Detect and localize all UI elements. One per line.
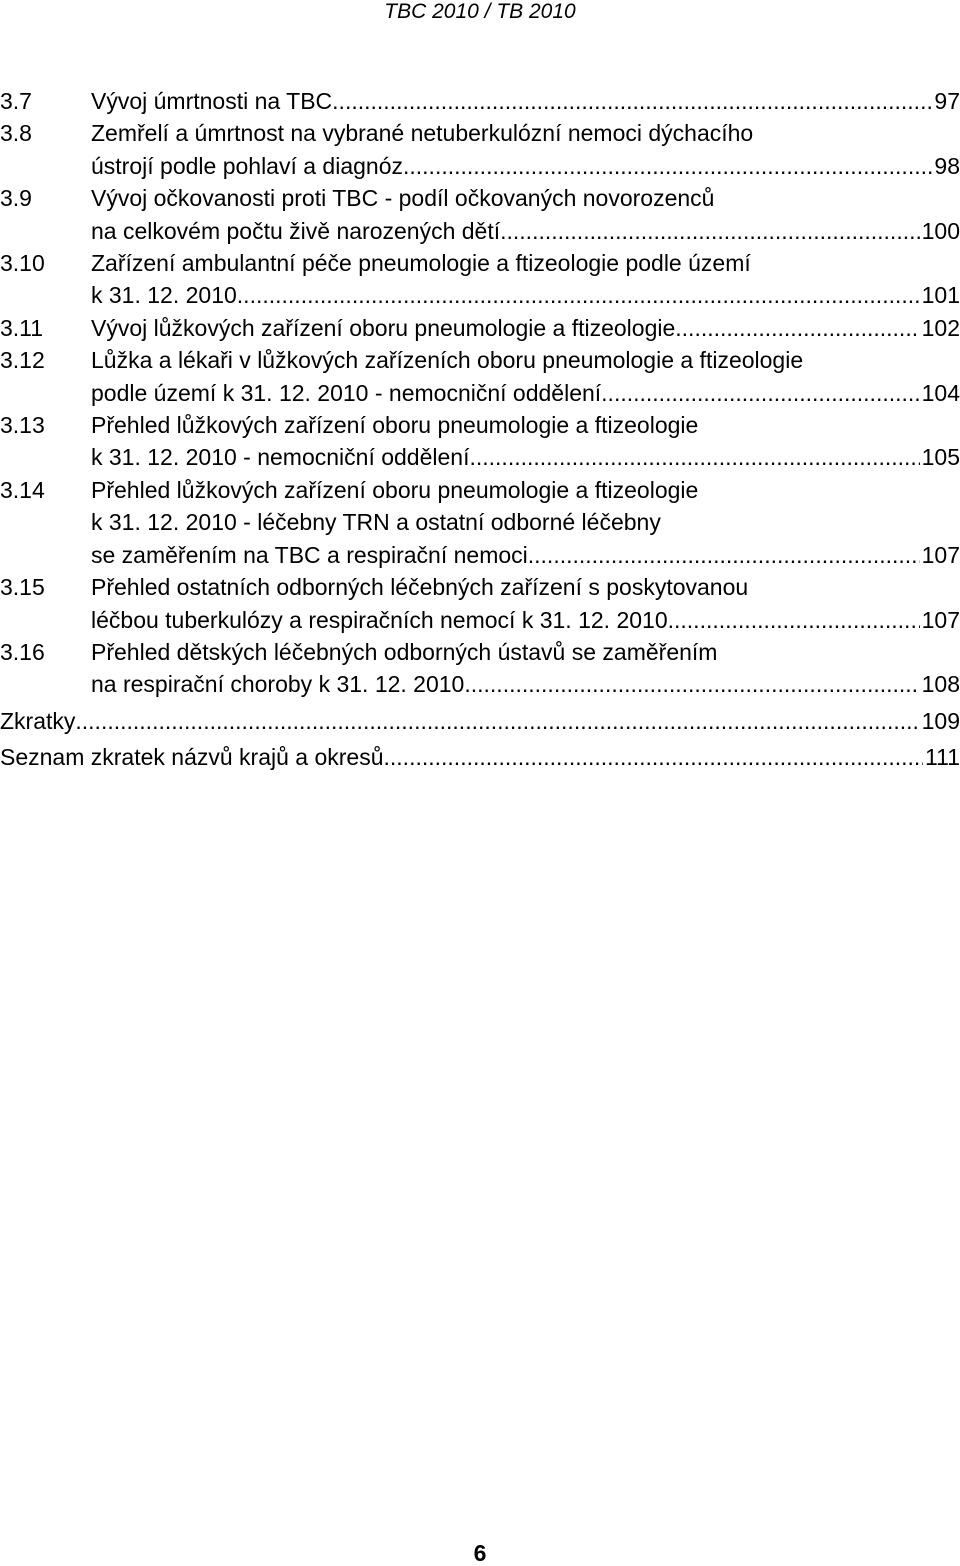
running-header: TBC 2010 / TB 2010 xyxy=(384,0,576,23)
toc-entry-leader-line xyxy=(91,312,960,344)
dot-leader xyxy=(601,377,919,409)
toc-entry-number: 3.15 xyxy=(0,574,45,601)
toc-entry[interactable] xyxy=(0,739,960,776)
toc-entry[interactable] xyxy=(0,636,960,701)
dot-leader xyxy=(403,150,932,182)
toc-entry[interactable] xyxy=(0,247,960,312)
toc-entry-leader-line xyxy=(91,441,960,473)
toc-entry-page-number: 102 xyxy=(921,314,960,341)
toc-entry-leader-line xyxy=(0,703,960,740)
dot-leader xyxy=(464,668,919,700)
toc-entry-page-number: 107 xyxy=(921,606,960,633)
toc-entry-title-line: ústrojí podle pohlaví a diagnóz xyxy=(91,152,403,179)
toc-entry-number: 3.7 xyxy=(0,88,32,114)
dot-leader xyxy=(668,604,920,636)
toc-entry-title-line: Přehled lůžkových zařízení oboru pneumologie a ftizeologie xyxy=(91,412,699,439)
toc-entry-leader-line xyxy=(91,85,960,117)
toc-entry[interactable] xyxy=(0,85,960,117)
dot-leader xyxy=(500,215,920,247)
toc-entry[interactable] xyxy=(0,474,960,571)
toc-entry-number: 3.11 xyxy=(0,314,44,341)
dot-leader xyxy=(469,441,919,473)
toc-entry-title-line: k 31. 12. 2010 - léčebny TRN a ostatní odborné léčebny xyxy=(91,509,661,536)
dot-leader xyxy=(384,739,924,776)
toc-entry[interactable] xyxy=(0,117,960,182)
toc-section-entries xyxy=(0,85,960,701)
toc-entry-title-line: na celkovém počtu živě narozených dětí xyxy=(91,217,501,244)
page-number: 6 xyxy=(473,1540,487,1566)
toc-entry-title-line: k 31. 12. 2010 - nemocniční oddělení xyxy=(91,444,470,471)
toc-entry-title-line: Přehled lůžkových zařízení oboru pneumologie a ftizeologie xyxy=(91,476,699,503)
toc-entry-leader-line xyxy=(91,539,960,571)
toc-entry-leader-line xyxy=(91,604,960,636)
toc-entry-leader-line xyxy=(0,739,960,776)
toc-entry-title-line: Zkratky xyxy=(0,707,76,734)
toc-entry-page-number: 100 xyxy=(921,217,960,244)
toc-entry-number: 3.8 xyxy=(0,120,32,147)
toc-entry-title-line: Zemřelí a úmrtnost na vybrané netuberkulózní nemoci dýchacího xyxy=(91,120,754,147)
toc-entry-number: 3.9 xyxy=(0,185,32,212)
toc-entry-page-number: 111 xyxy=(925,744,960,771)
toc-entry-title-line: Vývoj lůžkových zařízení oboru pneumologie a ftizeologie xyxy=(91,314,676,341)
toc-entry-number: 3.12 xyxy=(0,347,45,374)
toc-entry-title-line: na respirační choroby k 31. 12. 2010 xyxy=(91,671,465,698)
toc-entry-number: 3.14 xyxy=(0,476,45,503)
toc-entry[interactable] xyxy=(0,182,960,247)
dot-leader xyxy=(237,279,920,311)
toc-entry-leader-line xyxy=(91,668,960,700)
toc-entry-title-line: Vývoj úmrtnosti na TBC xyxy=(91,88,333,114)
dot-leader xyxy=(528,539,920,571)
toc-entry[interactable] xyxy=(0,409,960,474)
toc-entry-title-line: léčbou tuberkulózy a respiračních nemocí k 31. 12. 2010 xyxy=(91,606,668,633)
toc-entry-title-line: Seznam zkratek názvů krajů a okresů xyxy=(0,744,384,771)
toc-entry-page-number: 101 xyxy=(921,282,960,309)
toc-entry-title-line: Vývoj očkovanosti proti TBC - podíl očkovaných novorozenců xyxy=(91,185,715,212)
dot-leader xyxy=(75,703,919,740)
toc-entry-leader-line xyxy=(91,377,960,409)
toc-entry-page-number: 97 xyxy=(934,88,960,114)
dot-leader xyxy=(675,312,919,344)
toc-entry-page-number: 107 xyxy=(921,541,960,568)
toc-entry-title-line: Zařízení ambulantní péče pneumologie a ftizeologie podle území xyxy=(91,250,751,277)
toc-entry-title-line: Přehled ostatních odborných léčebných zařízení s poskytovanou xyxy=(91,574,749,601)
table-of-contents xyxy=(0,85,960,776)
toc-entry-title-line: k 31. 12. 2010 xyxy=(91,282,237,309)
toc-entry-page-number: 109 xyxy=(921,707,960,734)
toc-entry-leader-line xyxy=(91,279,960,311)
toc-entry-page-number: 105 xyxy=(921,444,960,471)
toc-entry-number: 3.10 xyxy=(0,250,45,277)
toc-entry-number: 3.16 xyxy=(0,638,45,665)
toc-entry-leader-line xyxy=(91,215,960,247)
toc-entry-page-number: 104 xyxy=(921,379,960,406)
toc-entry[interactable] xyxy=(0,312,960,344)
toc-entry[interactable] xyxy=(0,571,960,636)
toc-entry-number: 3.13 xyxy=(0,412,45,439)
toc-entry-page-number: 108 xyxy=(921,671,960,698)
toc-top-level-entries xyxy=(0,703,960,776)
toc-entry-title-line: podle území k 31. 12. 2010 - nemocniční oddělení xyxy=(91,379,602,406)
toc-entry[interactable] xyxy=(0,344,960,409)
toc-entry-title-line: Přehled dětských léčebných odborných ústavů se zaměřením xyxy=(91,638,718,665)
toc-entry-page-number: 98 xyxy=(934,152,960,179)
dot-leader xyxy=(332,85,932,117)
toc-entry[interactable] xyxy=(0,703,960,740)
toc-entry-leader-line xyxy=(91,150,960,182)
toc-entry-title-line: Lůžka a lékaři v lůžkových zařízeních oboru pneumologie a ftizeologie xyxy=(91,347,804,374)
toc-entry-title-line: se zaměřením na TBC a respirační nemoci xyxy=(91,541,528,568)
